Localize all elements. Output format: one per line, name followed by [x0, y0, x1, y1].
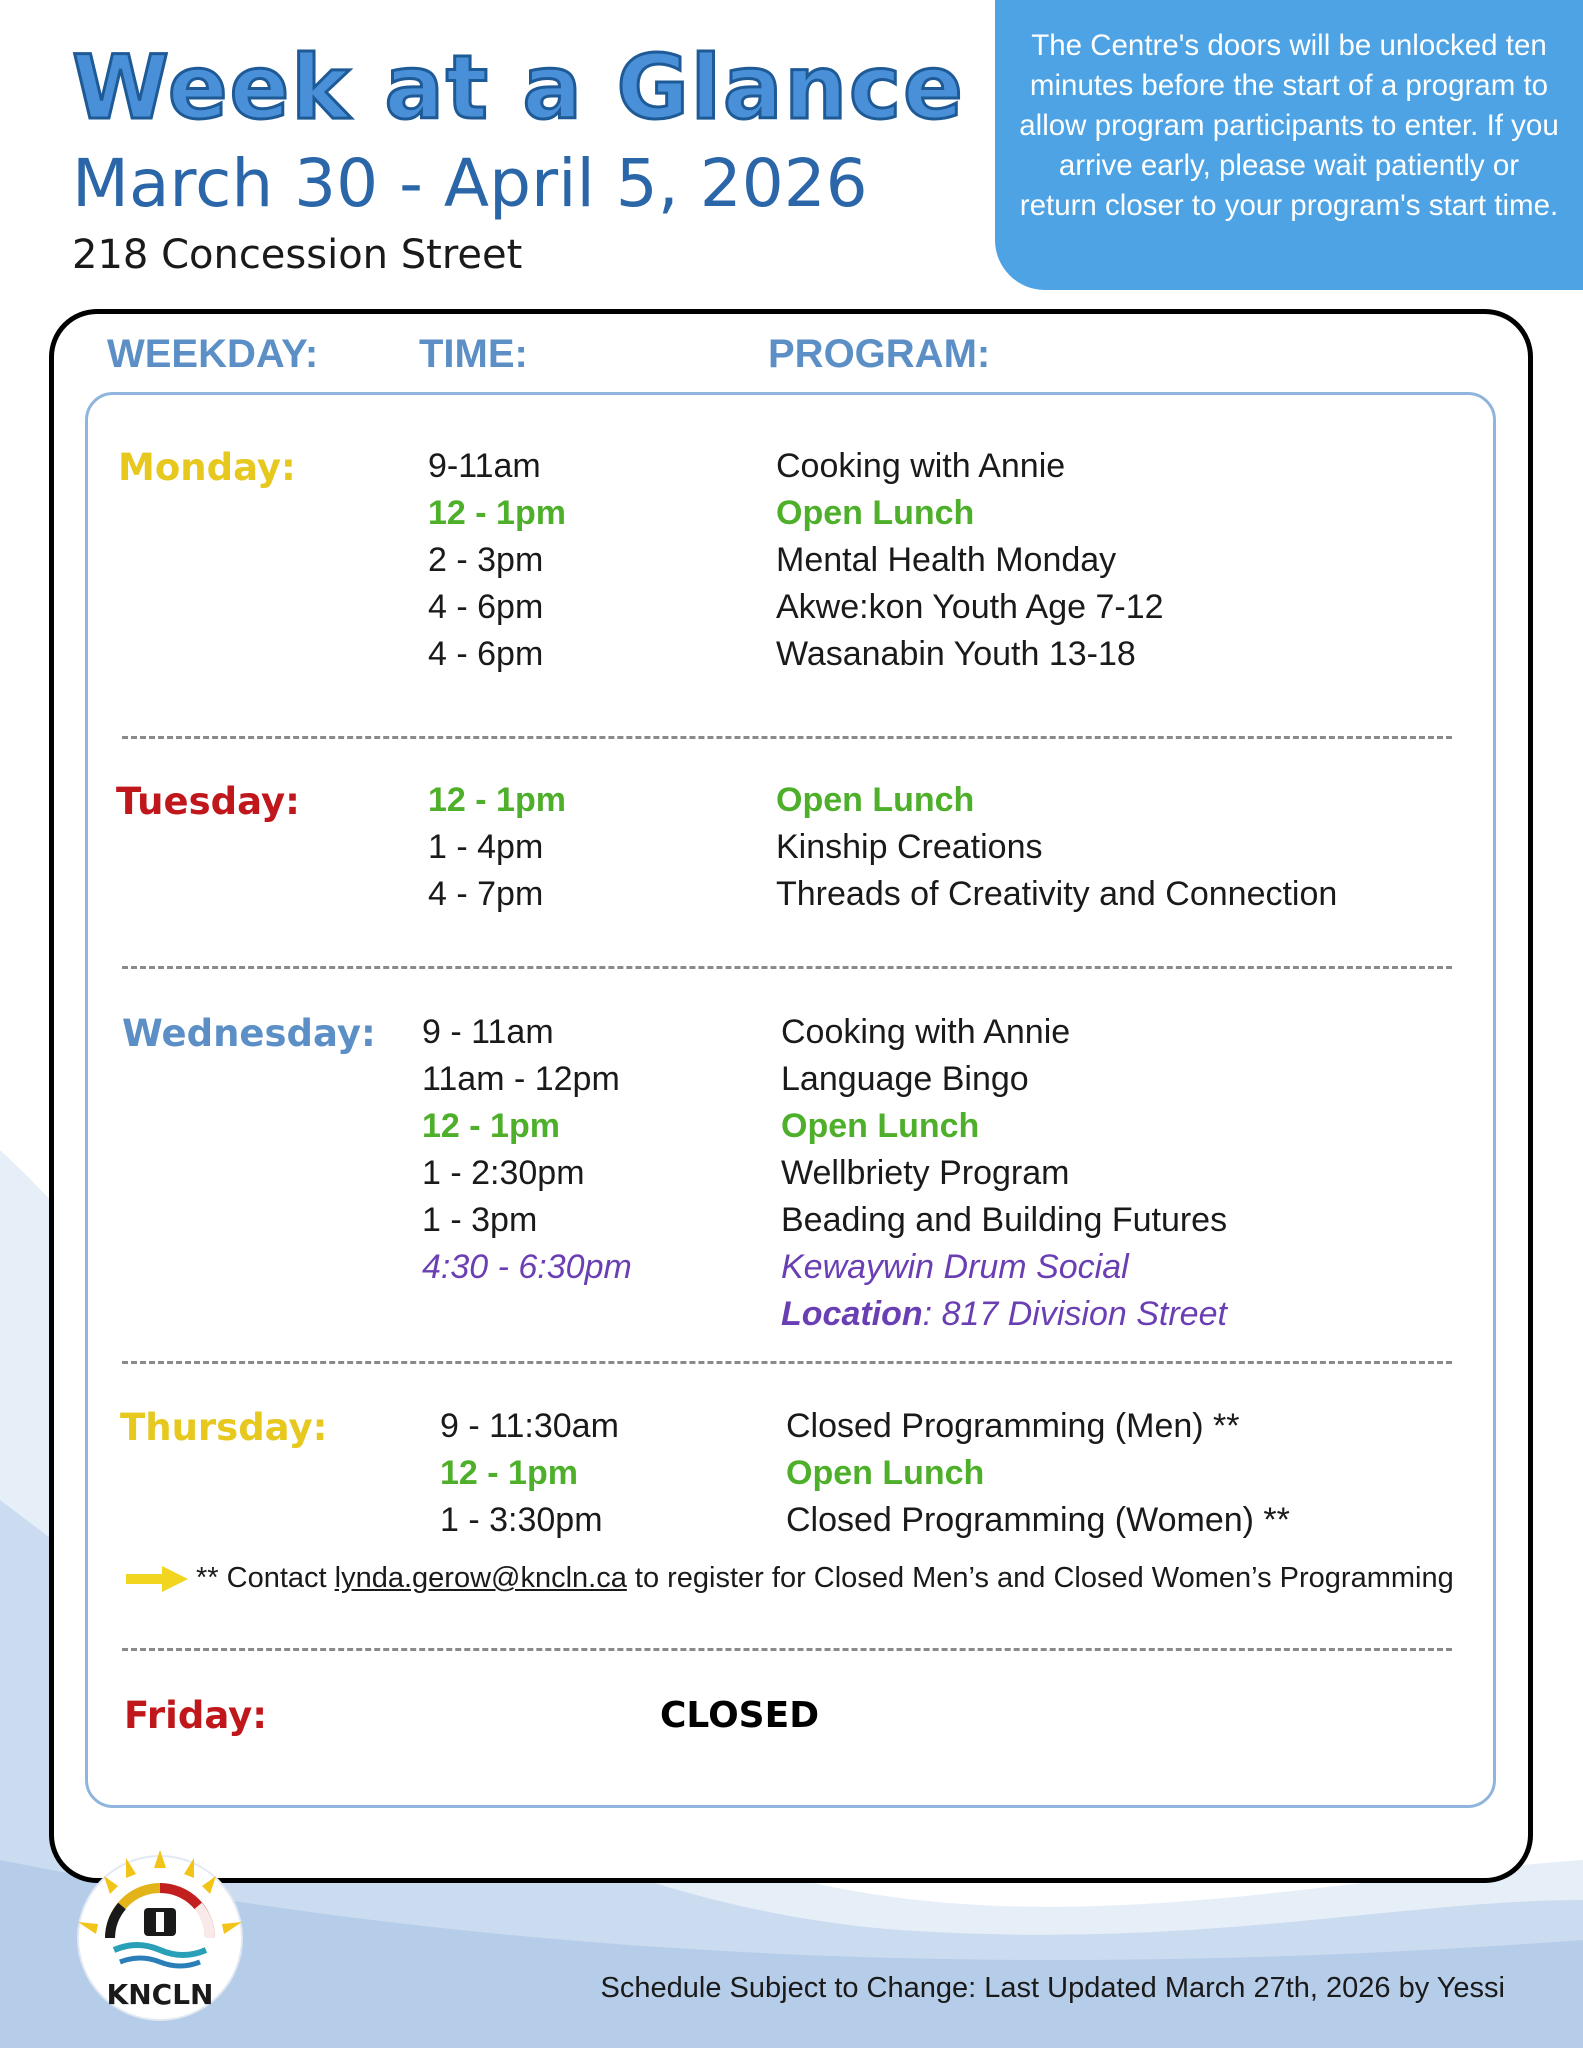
- time-cell: 9 - 11:30am: [440, 1407, 619, 1445]
- address: 218 Concession Street: [72, 232, 523, 278]
- footer-note: Schedule Subject to Change: Last Updated March 27th, 2026 by Yessi: [600, 1972, 1505, 2004]
- program-cell: Language Bingo: [781, 1060, 1029, 1098]
- day-divider: [122, 1361, 1452, 1364]
- program-cell: Wellbriety Program: [781, 1154, 1070, 1192]
- time-cell: 1 - 3:30pm: [440, 1501, 603, 1539]
- program-cell: Mental Health Monday: [776, 541, 1117, 579]
- column-header-time: TIME:: [419, 332, 528, 376]
- time-cell: 9 - 11am: [422, 1013, 554, 1051]
- logo-text: KNCLN: [106, 1978, 214, 2011]
- program-cell: Threads of Creativity and Connection: [776, 875, 1338, 913]
- program-cell: Kewaywin Drum Social: [781, 1248, 1129, 1286]
- date-range: March 30 - April 5, 2026: [72, 145, 868, 222]
- location-value: : 817 Division Street: [922, 1295, 1227, 1333]
- door-notice-text: The Centre's doors will be unlocked ten minutes before the start of a program to allow program participants to enter. If you arrive early, please wait patiently or return closer to your program's start time.: [1019, 29, 1559, 222]
- day-label-wednesday: Wednesday:: [122, 1012, 376, 1055]
- program-cell: Akwe:kon Youth Age 7-12: [776, 588, 1164, 626]
- time-cell: 12 - 1pm: [440, 1454, 578, 1492]
- door-notice-box: [995, 0, 1583, 290]
- time-cell: 4 - 7pm: [428, 875, 544, 913]
- time-cell: 4 - 6pm: [428, 635, 544, 673]
- program-cell: Beading and Building Futures: [781, 1201, 1228, 1239]
- location-line: [781, 1295, 1227, 1334]
- time-cell: 1 - 3pm: [422, 1201, 538, 1239]
- day-divider: [122, 736, 1452, 739]
- time-cell: 12 - 1pm: [422, 1107, 560, 1145]
- column-header-weekday: WEEKDAY:: [107, 332, 319, 376]
- day-label-thursday: Thursday:: [120, 1406, 328, 1449]
- time-cell: 11am - 12pm: [422, 1060, 620, 1098]
- time-cell: 1 - 4pm: [428, 828, 544, 866]
- day-divider: [122, 1648, 1452, 1651]
- time-cell: 9-11am: [428, 447, 541, 485]
- program-cell: Open Lunch: [781, 1107, 980, 1145]
- program-cell: Closed Programming (Men) **: [786, 1407, 1240, 1445]
- day-label-friday: Friday:: [124, 1694, 268, 1737]
- kncln-logo: [70, 1846, 250, 2026]
- program-cell: Open Lunch: [786, 1454, 985, 1492]
- arrow-right-icon: [126, 1566, 188, 1592]
- program-cell: Closed Programming (Women) **: [786, 1501, 1290, 1539]
- program-cell: Open Lunch: [776, 781, 975, 819]
- day-label-tuesday: Tuesday:: [116, 780, 300, 823]
- contact-email-link[interactable]: lynda.gerow@kncln.ca: [334, 1562, 627, 1594]
- contact-note-prefix: ** Contact: [196, 1562, 335, 1594]
- location-label: Location: [781, 1295, 923, 1333]
- time-cell: 4 - 6pm: [428, 588, 544, 626]
- program-cell: Cooking with Annie: [776, 447, 1066, 485]
- program-cell: Kinship Creations: [776, 828, 1043, 866]
- contact-note-suffix: to register for Closed Men’s and Closed Women’s Programming: [626, 1562, 1454, 1594]
- page-title: Week at a Glance: [72, 36, 965, 139]
- time-cell: 4:30 - 6:30pm: [422, 1248, 632, 1286]
- program-cell: Open Lunch: [776, 494, 975, 532]
- program-cell: Cooking with Annie: [781, 1013, 1071, 1051]
- day-label-monday: Monday:: [118, 446, 296, 489]
- time-cell: 1 - 2:30pm: [422, 1154, 585, 1192]
- column-header-program: PROGRAM:: [768, 332, 991, 376]
- time-cell: 12 - 1pm: [428, 781, 566, 819]
- contact-note: [196, 1562, 1454, 1595]
- day-divider: [122, 966, 1452, 969]
- friday-closed-status: CLOSED: [660, 1695, 820, 1736]
- program-cell: Wasanabin Youth 13-18: [776, 635, 1136, 673]
- time-cell: 2 - 3pm: [428, 541, 544, 579]
- time-cell: 12 - 1pm: [428, 494, 566, 532]
